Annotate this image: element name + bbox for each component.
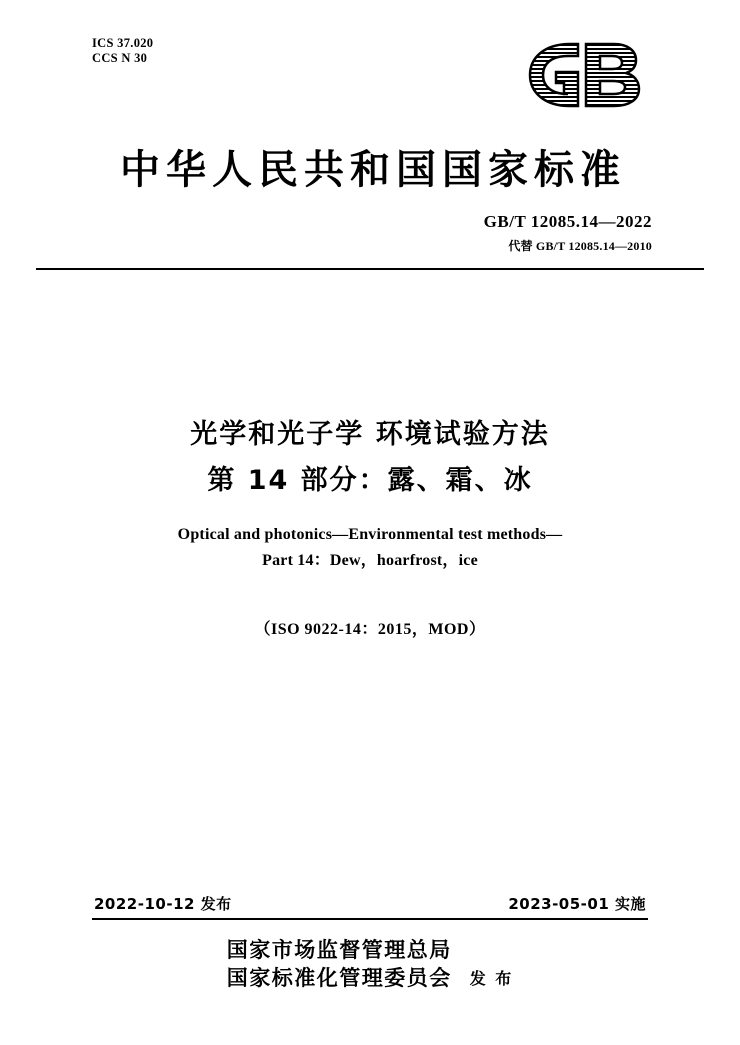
- ccs-code: CCS N 30: [92, 51, 148, 65]
- publisher-line1: 国家市场监督管理总局: [226, 938, 452, 962]
- title-chinese-line1: 光学和光子学 环境试验方法: [190, 419, 550, 450]
- standard-number: GB/T 12085.14—2022: [483, 212, 652, 231]
- effective-date: 2023-05-01 实施: [508, 895, 646, 913]
- publisher-line2: 国家标准化管理委员会: [226, 966, 452, 990]
- classification-codes: [92, 36, 153, 66]
- iso-reference: （ISO 9022-14：2015，MOD）: [254, 621, 486, 638]
- title-chinese-line2: 第 14 部分：露、霜、冰: [207, 465, 533, 496]
- publisher-names: [227, 936, 452, 992]
- publish-action-label: 发 布: [469, 969, 514, 988]
- standard-replaces: 代替 GB/T 12085.14—2010: [508, 239, 652, 253]
- title-english-line1: Optical and photonics—Environmental test methods—: [177, 526, 563, 543]
- footer-divider: [92, 918, 648, 920]
- national-standard-title: 中华人民共和国国家标准: [120, 147, 626, 193]
- title-english: [0, 522, 740, 574]
- issue-date: 2022-10-12 发布: [94, 895, 232, 913]
- gb-logo-icon: [508, 36, 654, 114]
- header-divider: [36, 268, 704, 270]
- title-english-line2: Part 14：Dew，hoarfrost，ice: [262, 552, 478, 569]
- publisher-block: [0, 936, 740, 992]
- ics-code: ICS 37.020: [92, 36, 154, 50]
